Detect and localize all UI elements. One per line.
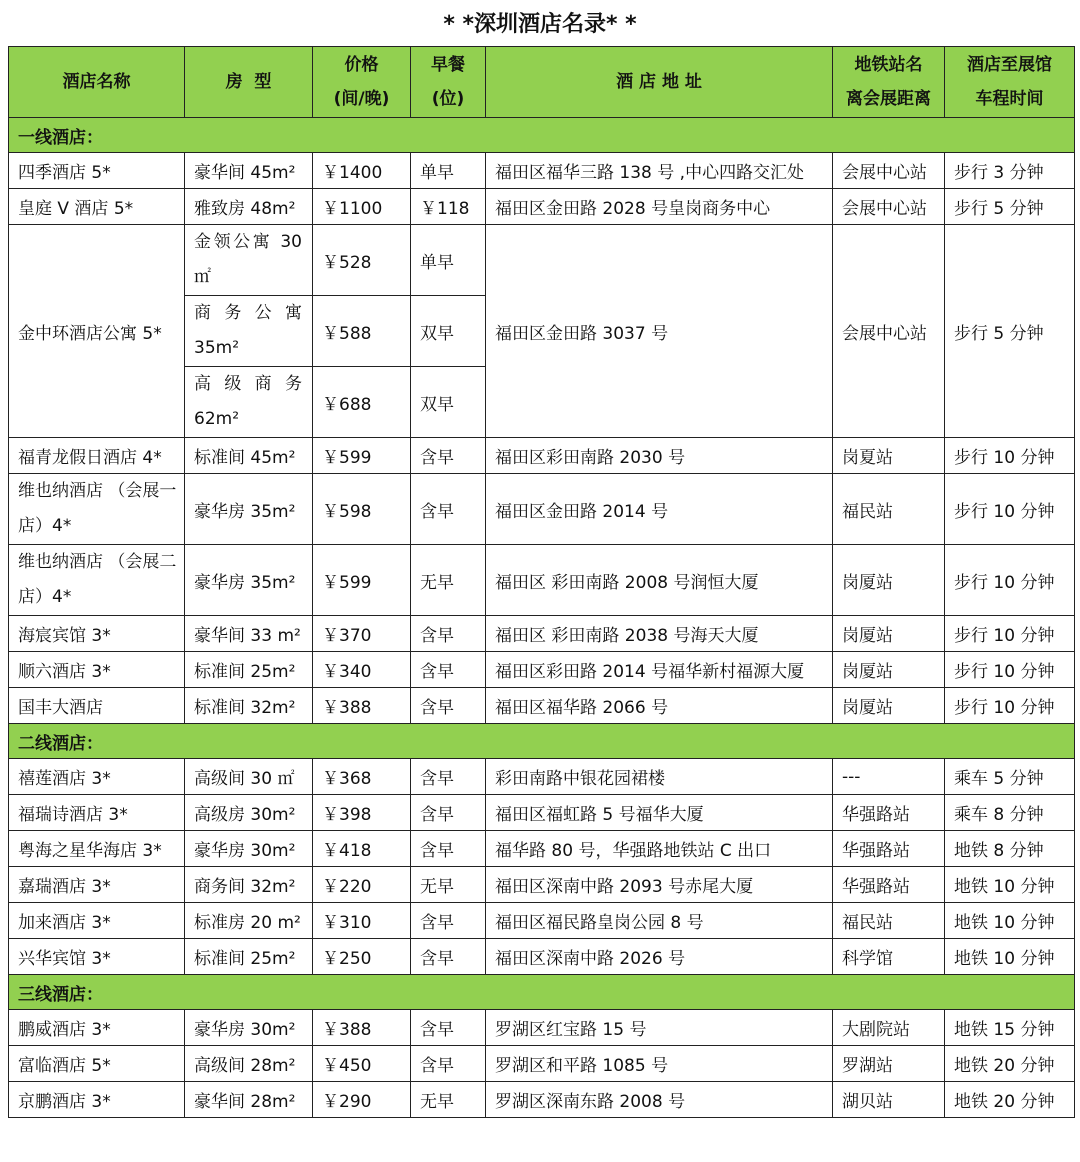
cell-address: 福田区金田路 2014 号 (486, 474, 833, 545)
header-time: 酒店至展馆 车程时间 (945, 47, 1075, 118)
cell-address: 福田区彩田路 2014 号福华新村福源大厦 (486, 652, 833, 688)
table-row (9, 189, 1075, 225)
cell-breakfast: 单早 (411, 225, 486, 296)
cell-address: 福田区福华路 2066 号 (486, 688, 833, 724)
cell-name: 维也纳酒店 （会展一店）4* (9, 474, 185, 545)
cell-metro: 华强路站 (833, 831, 945, 867)
cell-price: ￥290 (313, 1082, 411, 1118)
cell-address: 福华路 80 号，华强路地铁站 C 出口 (486, 831, 833, 867)
cell-price: ￥1400 (313, 153, 411, 189)
section-row (9, 975, 1075, 1010)
cell-room: 豪华房 30m² (185, 1010, 313, 1046)
cell-price: ￥599 (313, 545, 411, 616)
cell-price: ￥418 (313, 831, 411, 867)
cell-breakfast: 含早 (411, 831, 486, 867)
cell-metro: 岗夏站 (833, 438, 945, 474)
cell-time: 地铁 10 分钟 (945, 867, 1075, 903)
cell-time: 地铁 10 分钟 (945, 903, 1075, 939)
cell-room: 标准间 32m² (185, 688, 313, 724)
cell-price: ￥388 (313, 1010, 411, 1046)
cell-metro: 岗厦站 (833, 652, 945, 688)
cell-name: 福青龙假日酒店 4* (9, 438, 185, 474)
hotel-table (8, 46, 1075, 1118)
cell-metro: 大剧院站 (833, 1010, 945, 1046)
cell-time: 步行 5 分钟 (945, 189, 1075, 225)
cell-room: 豪华房 35m² (185, 545, 313, 616)
header-breakfast: 早餐 (位) (411, 47, 486, 118)
cell-metro: 湖贝站 (833, 1082, 945, 1118)
cell-metro: 会展中心站 (833, 225, 945, 438)
cell-time: 地铁 20 分钟 (945, 1046, 1075, 1082)
cell-time: 步行 10 分钟 (945, 616, 1075, 652)
header-price: 价格 (间/晚) (313, 47, 411, 118)
cell-price: ￥688 (313, 367, 411, 438)
cell-name: 粤海之星华海店 3* (9, 831, 185, 867)
cell-address: 福田区深南中路 2026 号 (486, 939, 833, 975)
cell-breakfast: 含早 (411, 903, 486, 939)
cell-name: 兴华宾馆 3* (9, 939, 185, 975)
cell-price: ￥310 (313, 903, 411, 939)
cell-metro: 会展中心站 (833, 153, 945, 189)
cell-breakfast: 含早 (411, 616, 486, 652)
cell-breakfast: 含早 (411, 688, 486, 724)
table-row (9, 438, 1075, 474)
cell-price: ￥588 (313, 296, 411, 367)
cell-price: ￥388 (313, 688, 411, 724)
cell-room: 豪华房 35m² (185, 474, 313, 545)
cell-metro: 科学馆 (833, 939, 945, 975)
table-row (9, 939, 1075, 975)
cell-room: 金领公寓 30 ㎡ (185, 225, 313, 296)
cell-breakfast: 含早 (411, 438, 486, 474)
cell-time: 地铁 8 分钟 (945, 831, 1075, 867)
cell-name: 金中环酒店公寓 5* (9, 225, 185, 438)
cell-time: 地铁 20 分钟 (945, 1082, 1075, 1118)
cell-address: 福田区彩田南路 2030 号 (486, 438, 833, 474)
cell-room: 豪华间 33 m² (185, 616, 313, 652)
section-row (9, 118, 1075, 153)
table-row (9, 688, 1075, 724)
cell-room: 高级间 30 ㎡ (185, 759, 313, 795)
header-room: 房 型 (185, 47, 313, 118)
cell-price: ￥398 (313, 795, 411, 831)
cell-address: 彩田南路中银花园裙楼 (486, 759, 833, 795)
cell-address: 福田区深南中路 2093 号赤尾大厦 (486, 867, 833, 903)
cell-name: 富临酒店 5* (9, 1046, 185, 1082)
cell-address: 福田区福民路皇岗公园 8 号 (486, 903, 833, 939)
cell-breakfast: 含早 (411, 795, 486, 831)
cell-room: 雅致房 48m² (185, 189, 313, 225)
cell-name: 京鹏酒店 3* (9, 1082, 185, 1118)
cell-breakfast: 含早 (411, 759, 486, 795)
table-row (9, 616, 1075, 652)
cell-name: 国丰大酒店 (9, 688, 185, 724)
cell-breakfast: 无早 (411, 867, 486, 903)
table-row (9, 153, 1075, 189)
table-row (9, 1046, 1075, 1082)
cell-address: 福田区金田路 3037 号 (486, 225, 833, 438)
cell-address: 福田区 彩田南路 2008 号润恒大厦 (486, 545, 833, 616)
table-row (9, 867, 1075, 903)
cell-time: 乘车 8 分钟 (945, 795, 1075, 831)
cell-room: 标准间 45m² (185, 438, 313, 474)
cell-time: 步行 10 分钟 (945, 688, 1075, 724)
cell-room: 高 级 商 务 62m² (185, 367, 313, 438)
cell-time: 步行 5 分钟 (945, 225, 1075, 438)
cell-breakfast: 双早 (411, 367, 486, 438)
cell-metro: --- (833, 759, 945, 795)
cell-name: 禧莲酒店 3* (9, 759, 185, 795)
cell-name: 四季酒店 5* (9, 153, 185, 189)
cell-price: ￥1100 (313, 189, 411, 225)
table-row (9, 474, 1075, 545)
cell-price: ￥598 (313, 474, 411, 545)
cell-name: 皇庭 V 酒店 5* (9, 189, 185, 225)
cell-time: 地铁 15 分钟 (945, 1010, 1075, 1046)
header-address: 酒 店 地 址 (486, 47, 833, 118)
cell-address: 罗湖区深南东路 2008 号 (486, 1082, 833, 1118)
cell-metro: 罗湖站 (833, 1046, 945, 1082)
cell-breakfast: 含早 (411, 652, 486, 688)
cell-price: ￥340 (313, 652, 411, 688)
cell-breakfast: ￥118 (411, 189, 486, 225)
cell-room: 高级间 28m² (185, 1046, 313, 1082)
cell-address: 罗湖区红宝路 15 号 (486, 1010, 833, 1046)
cell-time: 步行 3 分钟 (945, 153, 1075, 189)
cell-price: ￥599 (313, 438, 411, 474)
table-row (9, 759, 1075, 795)
cell-name: 海宸宾馆 3* (9, 616, 185, 652)
table-row (9, 831, 1075, 867)
table-row (9, 225, 1075, 296)
cell-time: 步行 10 分钟 (945, 545, 1075, 616)
cell-metro: 华强路站 (833, 795, 945, 831)
table-row (9, 795, 1075, 831)
header-name: 酒店名称 (9, 47, 185, 118)
cell-breakfast: 含早 (411, 1046, 486, 1082)
cell-room: 标准间 25m² (185, 652, 313, 688)
cell-metro: 会展中心站 (833, 189, 945, 225)
cell-price: ￥450 (313, 1046, 411, 1082)
cell-price: ￥528 (313, 225, 411, 296)
cell-breakfast: 无早 (411, 1082, 486, 1118)
cell-breakfast: 单早 (411, 153, 486, 189)
cell-price: ￥220 (313, 867, 411, 903)
cell-time: 地铁 10 分钟 (945, 939, 1075, 975)
cell-metro: 岗厦站 (833, 616, 945, 652)
cell-address: 福田区金田路 2028 号皇岗商务中心 (486, 189, 833, 225)
cell-breakfast: 含早 (411, 939, 486, 975)
cell-price: ￥370 (313, 616, 411, 652)
cell-room: 标准间 25m² (185, 939, 313, 975)
cell-address: 福田区福虹路 5 号福华大厦 (486, 795, 833, 831)
cell-breakfast: 含早 (411, 1010, 486, 1046)
cell-metro: 岗厦站 (833, 688, 945, 724)
header-metro: 地铁站名 离会展距离 (833, 47, 945, 118)
cell-address: 福田区福华三路 138 号 ,中心四路交汇处 (486, 153, 833, 189)
section-row (9, 724, 1075, 759)
cell-address: 福田区 彩田南路 2038 号海天大厦 (486, 616, 833, 652)
cell-metro: 华强路站 (833, 867, 945, 903)
cell-name: 顺六酒店 3* (9, 652, 185, 688)
cell-room: 豪华房 30m² (185, 831, 313, 867)
cell-metro: 福民站 (833, 474, 945, 545)
table-row (9, 1010, 1075, 1046)
table-row (9, 545, 1075, 616)
cell-breakfast: 含早 (411, 474, 486, 545)
cell-time: 乘车 5 分钟 (945, 759, 1075, 795)
cell-name: 福瑞诗酒店 3* (9, 795, 185, 831)
cell-room: 高级房 30m² (185, 795, 313, 831)
table-row (9, 903, 1075, 939)
cell-metro: 福民站 (833, 903, 945, 939)
cell-address: 罗湖区和平路 1085 号 (486, 1046, 833, 1082)
cell-room: 商务间 32m² (185, 867, 313, 903)
cell-price: ￥250 (313, 939, 411, 975)
cell-breakfast: 无早 (411, 545, 486, 616)
table-row (9, 1082, 1075, 1118)
cell-price: ￥368 (313, 759, 411, 795)
cell-name: 维也纳酒店 （会展二店）4* (9, 545, 185, 616)
cell-name: 鹏威酒店 3* (9, 1010, 185, 1046)
header-row (9, 47, 1075, 118)
cell-room: 标准房 20 m² (185, 903, 313, 939)
section-label: 三线酒店： (9, 975, 1075, 1010)
cell-time: 步行 10 分钟 (945, 652, 1075, 688)
cell-time: 步行 10 分钟 (945, 474, 1075, 545)
cell-name: 加来酒店 3* (9, 903, 185, 939)
cell-breakfast: 双早 (411, 296, 486, 367)
section-label: 二线酒店： (9, 724, 1075, 759)
cell-time: 步行 10 分钟 (945, 438, 1075, 474)
page-title: * *深圳酒店名录* * (443, 12, 637, 37)
cell-room: 豪华间 28m² (185, 1082, 313, 1118)
section-label: 一线酒店： (9, 118, 1075, 153)
cell-name: 嘉瑞酒店 3* (9, 867, 185, 903)
cell-room: 商 务 公 寓 35m² (185, 296, 313, 367)
cell-metro: 岗厦站 (833, 545, 945, 616)
cell-room: 豪华间 45m² (185, 153, 313, 189)
table-row (9, 652, 1075, 688)
